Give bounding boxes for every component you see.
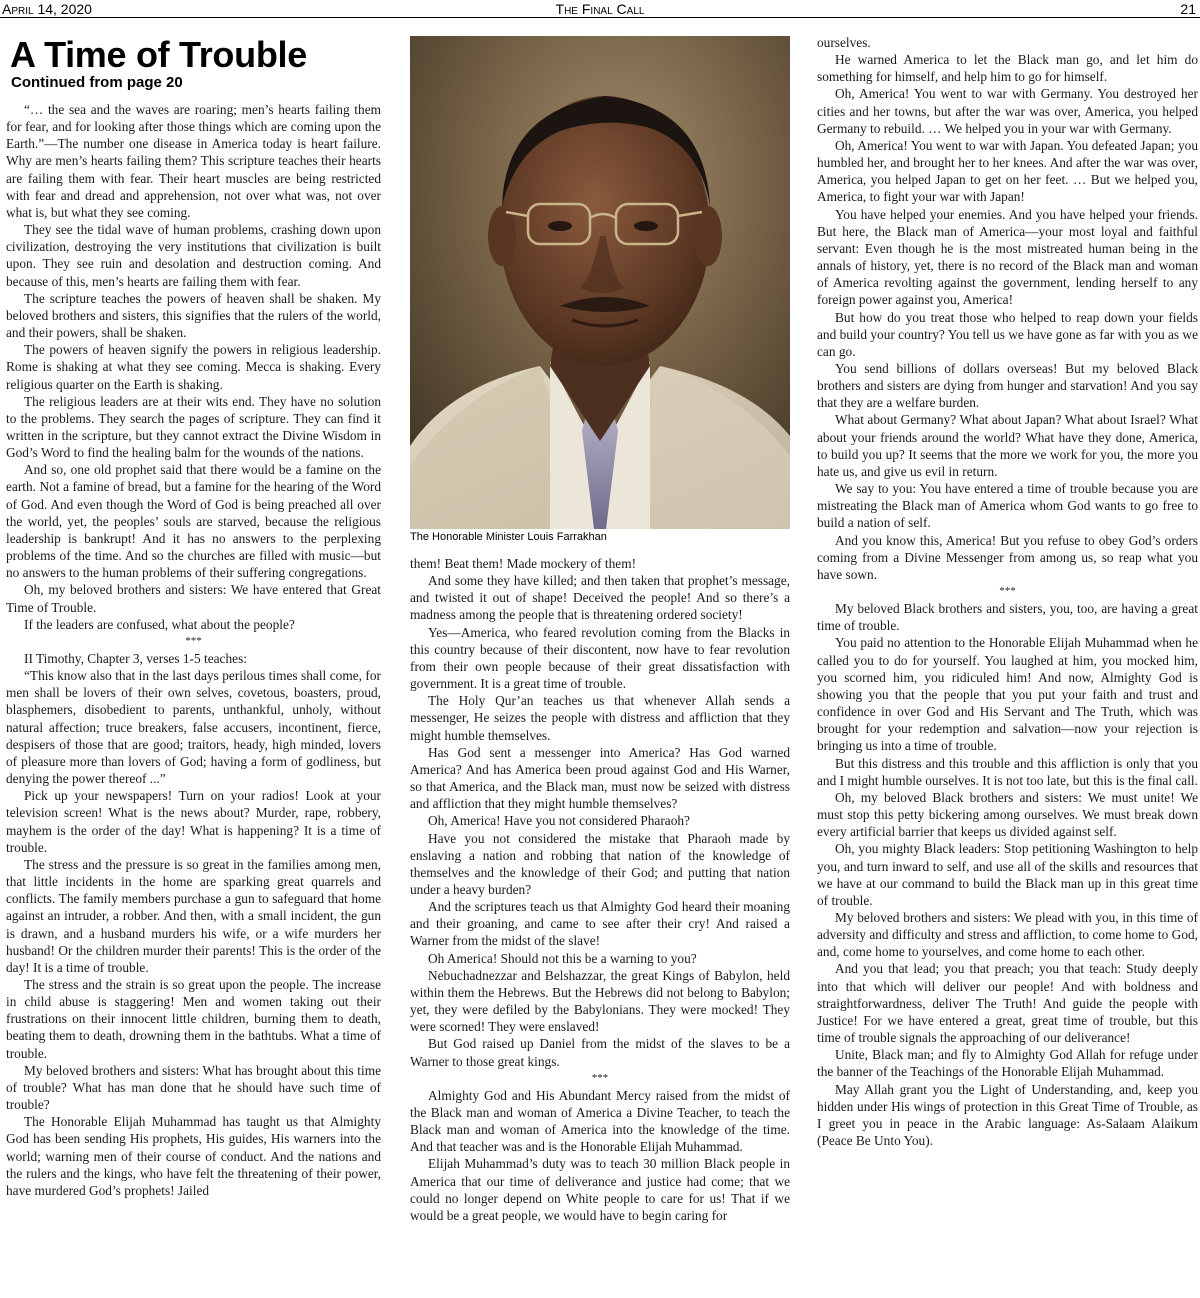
article-paragraph: And you that lead; you that preach; you that teach: Study deeply into that which will deliver our people! And with boldness and straightforwardness, deliver The Truth! And guide the people with Justice! For we have entered a great, great time of trouble, but this time of trouble signals the approaching of our deliverance! [817,961,1198,1046]
article-paragraph: Oh, America! Have you not considered Pharaoh? [428,813,690,829]
article-column-1 [6,36,381,1199]
article-paragraph: The powers of heaven signify the powers in religious leadership. Rome is shaking at what they see coming. Mecca is shaking. Every religious quarter on the Earth is shaking. [6,342,381,392]
section-separator: *** [185,634,202,647]
article-paragraph: Oh, America! You went to war with Germany. You destroyed her cities and her towns, but after the war was over, America, you helped Germany to rebuild. … We helped you in your war with Germany. [817,86,1198,136]
continued-note: Continued from page 20 [11,74,183,91]
article-paragraph: Oh, America! You went to war with Japan. You defeated Japan; you humbled her, and brought her to her knees. And after the war was over, America, you helped Japan to get on her feet. … But we helped you, America, to fight your war with Japan! [817,137,1198,205]
article-paragraph: “This know also that in the last days perilous times shall come, for men shall be lovers of their own selves, covetous, boasters, proud, blasphemers, disobedient to parents, unthankful, unholy, without natural affection; truce breakers, false accusers, incontinent, fierce, despisers of those that are good; traitors, heady, high minded, lovers of pleasure more than lovers of God; having a form of godliness, but denying the power thereof ...” [6,668,381,787]
article-paragraph: He warned America to let the Black man go, and let him do something for himself, and help him to go for himself. [817,52,1198,85]
article-paragraph: You have helped your enemies. And you have helped your friends. But here, the Black man of America—your most loyal and faithful servant: Even though he is the most mistreated human being in the annals of history, yet, there is no record of the Black man and woman of America revolting against the government, lending herself to any foreign power against you, America! [817,206,1198,308]
portrait-illustration [410,36,790,529]
article-paragraph: Yes—America, who feared revolution coming from the Blacks in this country because of their discontent, now have to fear revolution from their own people because of their great dissatisfaction with government. It is a great time of trouble. [410,624,790,692]
article-paragraph: “… the sea and the waves are roaring; men’s hearts failing them for fear, and for looking after those things which are coming upon the Earth.”—The number one disease in America today is heart failure. Why are men’s hearts failing them? This scripture teaches their hearts are failing them with fear. Their heart muscles are being restricted with fear and dread and apprehension, not over what was, not over what is, but what they see coming. [6,102,381,220]
article-paragraph: You paid no attention to the Honorable Elijah Muhammad when he called you to do for yourself. You laughed at him, you mocked him, you scorned him, you ridiculed him! And now, Almighty God is showing you that the people that you put your faith and trust and confidence in over God and His Servant and The Truth, which was brought for your redemption and salvation—now your rejection is bringing us into a time of trouble. [817,635,1198,754]
article-paragraph: The scripture teaches the powers of heaven shall be shaken. My beloved brothers and sisters, this signifies that the rulers of the world, and their powers, shall be shaken. [6,290,381,341]
article-paragraph: II Timothy, Chapter 3, verses 1-5 teaches: [24,651,247,666]
article-paragraph: But God raised up Daniel from the midst of the slaves to be a Warner to those great kings. [410,1036,790,1069]
column-1-body [6,101,381,1199]
article-paragraph: May Allah grant you the Light of Understanding, and, keep you hidden under His wings of protection in this Great Time of Trouble, as I greet you in peace in the Arabic language: As-Salaam Alaikum (Peace Be Unto You). [817,1081,1198,1148]
article-paragraph: The Honorable Elijah Muhammad has taught us that Almighty God has been sending His prophets, His guides, His warners into the world; warning men of their course of conduct. And the nations and the rulers and the kings, who have felt the threatening of their power, have murdered God’s prophets! Jailed [6,1114,381,1198]
section-separator: *** [591,1071,609,1084]
article-paragraph: Nebuchadnezzar and Belshazzar, the great Kings of Babylon, held within them the Hebrews. But the Hebrews did not belong to Babylon; yet, they were defiled by the Babylonians. They were mocked! They were scorned! They were enslaved! [410,967,790,1035]
article-paragraph: You send billions of dollars overseas! But my beloved Black brothers and sisters are dying from hunger and starvation! And you say that they are a welfare burden. [817,360,1198,411]
article-paragraph: Unite, Black man; and fly to Almighty God Allah for refuge under the banner of the Teachings of the Honorable Elijah Muhammad. [817,1047,1198,1080]
article-paragraph: The stress and the pressure is so great in the families among men, that little incidents in the home are sparking great quarrels and conflicts. The family members purchase a gun to safeguard that home against an intruder, a robber. And then, with a small incident, the gun is drawn, and a husband murders his wife, or a wife murders her husband! Or the children murder their parents! This is the order of the day! It is a time of trouble. [6,856,381,975]
article-paragraph: ourselves. [817,35,871,50]
article-paragraph: The religious leaders are at their wits end. They have no solution to the problems. They search the pages of scripture. They can find it written in the scripture, but they cannot extract the Divine Wisdom in God’s Word to find the healing balm for the wounds of the nations. [6,393,381,461]
article-paragraph: We say to you: You have entered a time of trouble because you are mistreating the Black man of America whom God wants to go free to build a nation of self. [817,481,1198,531]
article-paragraph: them! Beat them! Made mockery of them! [410,556,637,571]
article-paragraph: What about Germany? What about Japan? What about Israel? What about your friends around the world? What have they done, America, to build you up? It seems that the more we work for you, the more you hate us, and give us evil in return. [817,412,1198,479]
page-header [0,0,1200,18]
photo-caption: The Honorable Minister Louis Farrakhan [410,531,607,543]
article-paragraph: Almighty God and His Abundant Mercy raised from the midst of the Black man and woman of America a Divine Teacher, to teach the Black man and woman of America into the knowledge of the time. And that teacher was and is the Honorable Elijah Muhammad. [410,1087,790,1155]
article-paragraph: Oh, you mighty Black leaders: Stop petitioning Washington to help you, and turn inward to self, and use all of the skills and resources that we have at our command to build the Black man up in this great time of trouble. [817,841,1198,908]
article-paragraph: Pick up your newspapers! Turn on your radios! Look at your television screen! What is the news about? Murder, rape, robbery, mayhem is the order of the day! What is happening? It is a time of trouble. [6,788,381,855]
page-number: 21 [1180,1,1196,17]
article-paragraph: Oh, my beloved Black brothers and sisters: We must unite! We must stop this petty bickering among ourselves. We must break down every artificial barrier that keeps us divided against self. [817,789,1198,840]
publication-name: The Final Call [555,1,645,17]
article-column-2 [410,555,790,1224]
article-paragraph: Have you not considered the mistake that Pharaoh made by enslaving a nation and robbing that nation of the knowledge of themselves and the knowledge of their God; and putting that nation under a heavy burden? [410,830,790,897]
article-paragraph: Oh, my beloved brothers and sisters: We have entered that Great Time of Trouble. [6,582,381,615]
article-paragraph: My beloved Black brothers and sisters, you, too, are having a great time of trouble. [817,601,1198,634]
article-paragraph: But this distress and this trouble and this affliction is only that you and I might humble ourselves. It is not too late, but this is the final call. [817,755,1198,788]
article-paragraph: The stress and the strain is so great upon the people. The increase in child abuse is staggering! Men and women taking out their frustrations on their innocent little children, burning them to death, beating them to death, drowning them in the bathtubs. What a time of trouble. [6,976,381,1061]
article-paragraph: My beloved brothers and sisters: What has brought about this time of trouble? What has man done that he should have such time of trouble? [6,1062,381,1113]
section-separator: *** [999,585,1016,597]
issue-date: April 14, 2020 [2,1,92,17]
article-paragraph: Oh America! Should not this be a warning to you? [428,950,697,966]
article-title: A Time of Trouble [10,34,307,75]
article-paragraph: They see the tidal wave of human problems, crashing down upon civilization, destroying the very institutions that civilization is built upon. They see ruin and desolation and destruction coming. And because of this, men’s hearts are failing them with fear. [6,222,381,289]
article-paragraph: And the scriptures teach us that Almighty God heard their moaning and their groaning, and came to see after their cry! And raised a Warner from the midst of the slave! [410,899,790,949]
article-paragraph: And you know this, America! But you refuse to obey God’s orders coming from a Divine Messenger from among us, so reap what you have sown. [817,532,1198,582]
article-column-3 [817,34,1198,1149]
article-paragraph: Has God sent a messenger into America? Has God warned America? And has America been proud against God and His Warner, so that America, and the Black man, must now be seized with distress and affliction that they might humble themselves? [410,744,790,812]
article-paragraph: And some they have killed; and then taken that prophet’s message, and twisted it out of shape! Deceived the people! And so there’s a madness among the people that is threatening ordered society! [410,573,790,623]
article-paragraph: My beloved brothers and sisters: We plead with you, in this time of adversity and difficulty and stress and affliction, to come home to God, and, come home to yourselves, and come home to each other. [817,909,1198,960]
article-paragraph: But how do you treat those who helped to reap down your fields and build your country? You tell us we have gone as far with you as we can go. [817,309,1198,359]
article-paragraph: The Holy Qur’an teaches us that whenever Allah sends a messenger, He seizes the people with distress and affliction that they might humble themselves. [410,693,790,743]
article-paragraph: Elijah Muhammad’s duty was to teach 30 million Black people in America that our time of deliverance and justice had come; that we could no longer depend on White people to care for us! That if we would be a great people, we would have to begin caring for [410,1156,790,1223]
article-paragraph: If the leaders are confused, what about the people? [24,616,295,632]
article-paragraph: And so, one old prophet said that there would be a famine on the earth. Not a famine of bread, but a famine for the hearing of the Word of God. And even though the Word of God is being preached all over the world, yet, the peoples’ souls are starved, because the religious leadership is bankrupt! And it has no answers to the perplexing problems of the time. And so the churches are filled with music—but no answers to the human problems of their suffering congregations. [6,462,381,581]
portrait-photo [410,36,790,529]
